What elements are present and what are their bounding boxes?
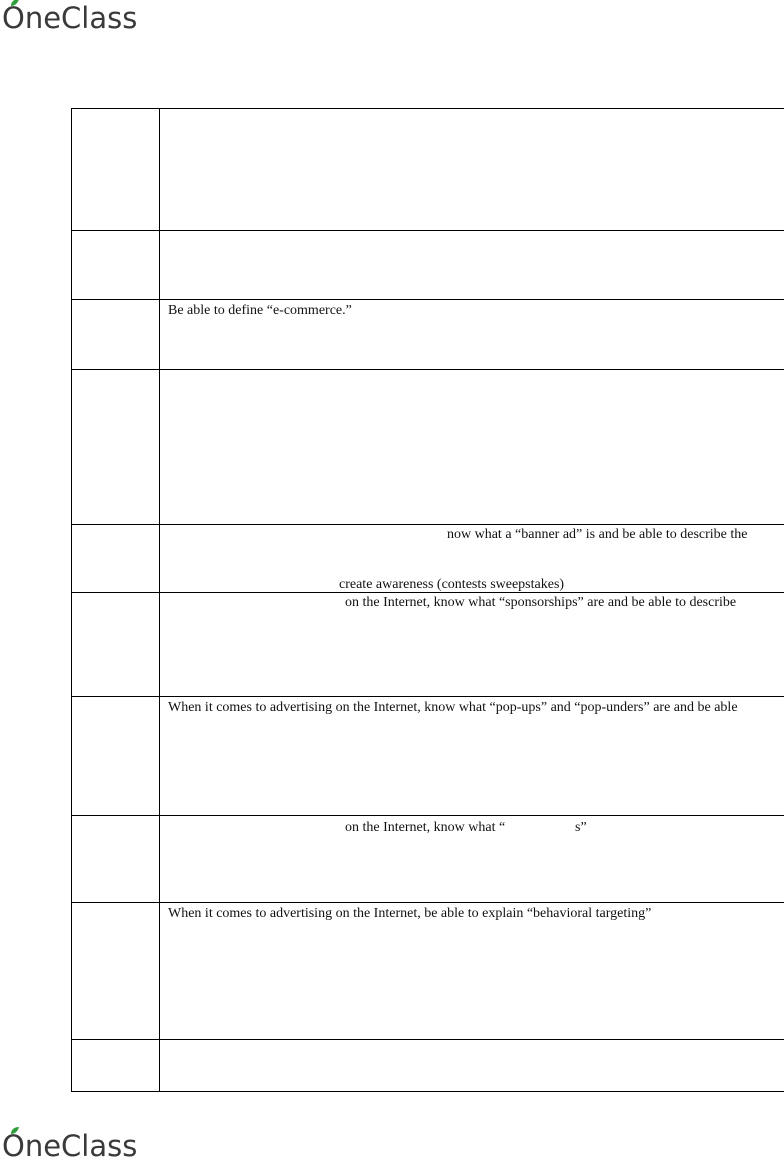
table-row [72,231,784,300]
table-row [72,816,784,903]
table-row [72,370,784,525]
row-content-cell [160,697,784,816]
row-number-cell [72,370,160,525]
row-content-cell [160,525,784,593]
row-content-cell [160,231,784,300]
row-number-cell [72,109,160,231]
row-content-cell [160,903,784,1040]
question-text-end: s” [575,819,587,836]
question-text: on the Internet, know what “sponsorships” are and be able to describe [345,594,736,611]
question-text: When it comes to advertising on the Internet, know what “pop-ups” and “pop-unders” are and be able [168,699,738,716]
question-text: Be able to define “e-commerce.” [168,302,352,319]
table-row [72,593,784,697]
question-text: on the Internet, know what “ [345,819,505,836]
study-guide-table [71,108,784,1092]
row-content-cell [160,593,784,697]
logo-text: OneClass [2,1128,137,1164]
question-text: now what a “banner ad” is and be able to describe the [447,526,748,543]
row-number-cell [72,525,160,593]
row-content-cell [160,1040,784,1092]
question-text: When it comes to advertising on the Internet, be able to explain “behavioral targeting” [168,905,651,922]
row-number-cell [72,593,160,697]
row-number-cell [72,816,160,903]
row-number-cell [72,231,160,300]
logo-text: OneClass [2,0,137,36]
table-row [72,300,784,370]
table-row [72,697,784,816]
answer-text: create awareness (contests sweepstakes) [339,576,564,593]
table-row [72,1040,784,1092]
table-row [72,109,784,231]
oneclass-logo-bottom [2,1128,162,1168]
row-number-cell [72,697,160,816]
row-content-cell [160,370,784,525]
row-content-cell [160,300,784,370]
row-number-cell [72,1040,160,1092]
table-row [72,903,784,1040]
row-content-cell [160,109,784,231]
table-row [72,525,784,593]
oneclass-logo-top [2,0,162,40]
row-number-cell [72,903,160,1040]
row-content-cell [160,816,784,903]
row-number-cell [72,300,160,370]
